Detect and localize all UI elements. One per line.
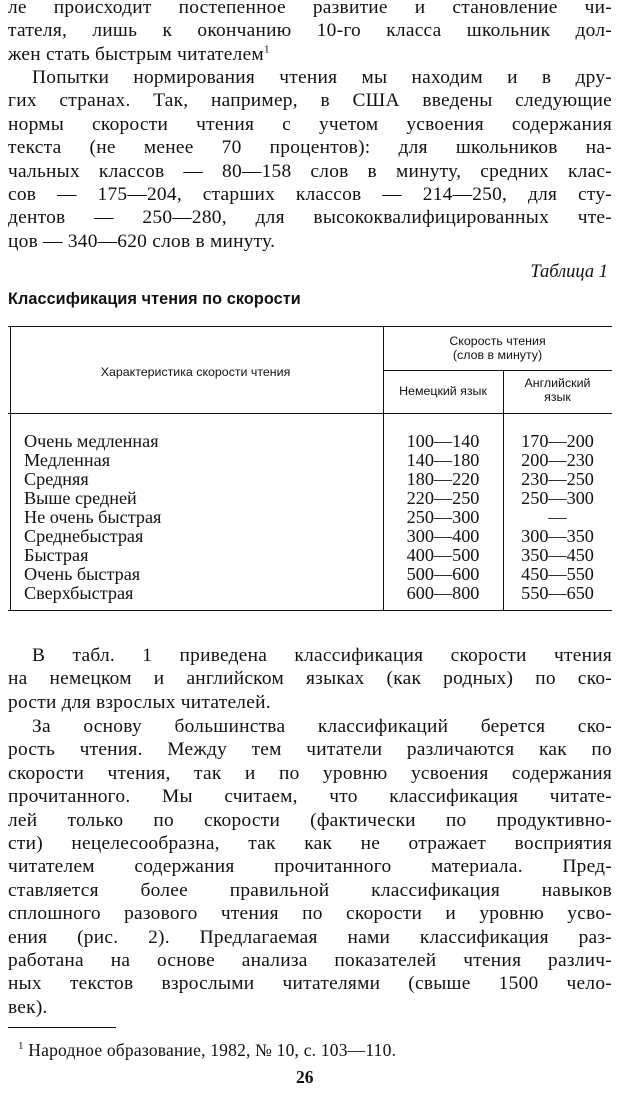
header-english: Английский язык <box>524 376 591 404</box>
norms-paragraph <box>8 66 612 253</box>
table-row <box>8 470 612 489</box>
english-value: 200—230 <box>521 450 594 470</box>
speed-label: Выше средней <box>24 488 137 508</box>
table-row <box>8 432 612 451</box>
speed-label: Очень быстрая <box>24 564 141 584</box>
footnote <box>18 1040 396 1061</box>
text-line: прочитанного. Мы считаем, что классификация читате- <box>8 786 612 808</box>
german-value: 250—300 <box>406 507 480 527</box>
german-value: 180—220 <box>406 469 480 489</box>
text-line: цов — 340—620 слов в минуту. <box>8 230 276 252</box>
text-line: тателя, лишь к окончанию 10-го класса школьник дол- <box>8 20 612 42</box>
table-row <box>8 565 612 584</box>
table-row <box>8 508 612 527</box>
header-speed-group: Скорость чтения (слов в минуту) <box>449 334 546 362</box>
footnote-number: 1 <box>18 1040 24 1053</box>
text-line: читателем содержания прочитанного материала. Пред- <box>8 856 612 878</box>
speed-label: Очень медленная <box>24 431 159 451</box>
table-title: Классификация чтения по скорости <box>8 290 301 308</box>
intro-paragraph <box>8 0 612 66</box>
table-row <box>8 546 612 565</box>
text-line: Попытки нормирования чтения мы находим и в дру- <box>32 67 612 88</box>
speed-label: Быстрая <box>24 545 89 565</box>
german-value: 400—500 <box>406 545 480 565</box>
table-row <box>8 489 612 508</box>
table-row <box>8 584 612 603</box>
text-line: В табл. 1 приведена классификация скорости чтения <box>32 645 612 666</box>
text-line: сов — 175—204, старших классов — 214—250, для сту- <box>8 184 612 206</box>
german-value: 140—180 <box>406 450 480 470</box>
german-value: 220—250 <box>406 488 480 508</box>
speed-classification-table <box>8 320 612 618</box>
german-value: 300—400 <box>406 526 480 546</box>
english-value: 230—250 <box>521 469 594 489</box>
text-line: ения (рис. 2). Предлагаемая нами классификация раз- <box>8 926 612 948</box>
speed-label: Не очень быстрая <box>24 507 162 527</box>
text-line: на немецком и английском языках (как родных) по ско- <box>8 668 612 690</box>
german-value: 500—600 <box>406 564 480 584</box>
header-bottom-rule <box>8 413 612 414</box>
table-top-rule <box>8 326 612 327</box>
english-value: 450—550 <box>521 564 594 584</box>
speed-label: Средняя <box>24 469 89 489</box>
footnote-mark: 1 <box>263 43 270 56</box>
english-value: — <box>548 507 567 527</box>
text-line: гих странах. Так, например, в США введены следующие <box>8 90 612 112</box>
text-line: жен стать быстрым читателем$^1$ <box>8 43 270 65</box>
text-line: сплошного разового чтения по скорости и уровню усво- <box>8 903 612 925</box>
speed-label: Среднебыстрая <box>24 526 144 546</box>
table-bottom-rule <box>8 610 612 611</box>
german-value: 100—140 <box>406 431 480 451</box>
text-line: лей только по скорости (фактически по продуктивно- <box>8 809 612 831</box>
text-line: дентов — 250—280, для высококвалифицированных чте- <box>8 207 612 229</box>
text-line: За основу большинства классификаций берется ско- <box>32 716 612 737</box>
english-value: 550—650 <box>521 583 594 603</box>
table-reference-paragraph <box>8 644 612 714</box>
header-inner-rule <box>383 370 612 371</box>
english-value: 300—350 <box>521 526 594 546</box>
text-line: чальных классов — 80—158 слов в минуту, средних клас- <box>8 160 612 182</box>
text-line: рости для взрослых читателей. <box>8 691 271 713</box>
header-characteristic: Характеристика скорости чтения <box>100 365 291 379</box>
text-line: сти) нецелесообразна, так как не отражает восприятия <box>8 833 612 855</box>
table-row <box>8 451 612 470</box>
text-line: скорости чтения, так и по уровню усвоения содержания <box>8 762 612 784</box>
speed-label: Медленная <box>24 450 111 470</box>
text-line: рость чтения. Между тем читатели различаются как по <box>8 739 612 761</box>
header-german: Немецкий язык <box>399 384 487 398</box>
text-line: нормы скорости чтения с учетом усвоения содержания <box>8 113 612 135</box>
classification-paragraph <box>8 715 612 1019</box>
table-row <box>8 527 612 546</box>
english-value: 170—200 <box>521 431 594 451</box>
text-line: текста (не менее 70 процентов): для школьников на- <box>8 137 612 159</box>
text-line: ле происходит постепенное развитие и становление чи- <box>8 0 612 18</box>
german-value: 600—800 <box>406 583 480 603</box>
text-line: работана на основе анализа показателей чтения различ- <box>8 950 612 972</box>
text-line: ставляется более правильной классификация навыков <box>8 879 612 901</box>
page-number: 26 <box>296 1067 314 1087</box>
footnote-divider <box>8 1027 116 1028</box>
footnote-text: Народное образование, 1982, № 10, с. 103—110. <box>28 1040 397 1060</box>
table-label: Таблица 1 <box>530 262 608 282</box>
text-line: век). <box>8 996 48 1018</box>
english-value: 350—450 <box>521 545 594 565</box>
text-line: ных текстов взрослыми читателями (свыше 1500 чело- <box>8 973 612 995</box>
english-value: 250—300 <box>521 488 594 508</box>
speed-label: Сверхбыстрая <box>24 583 134 603</box>
